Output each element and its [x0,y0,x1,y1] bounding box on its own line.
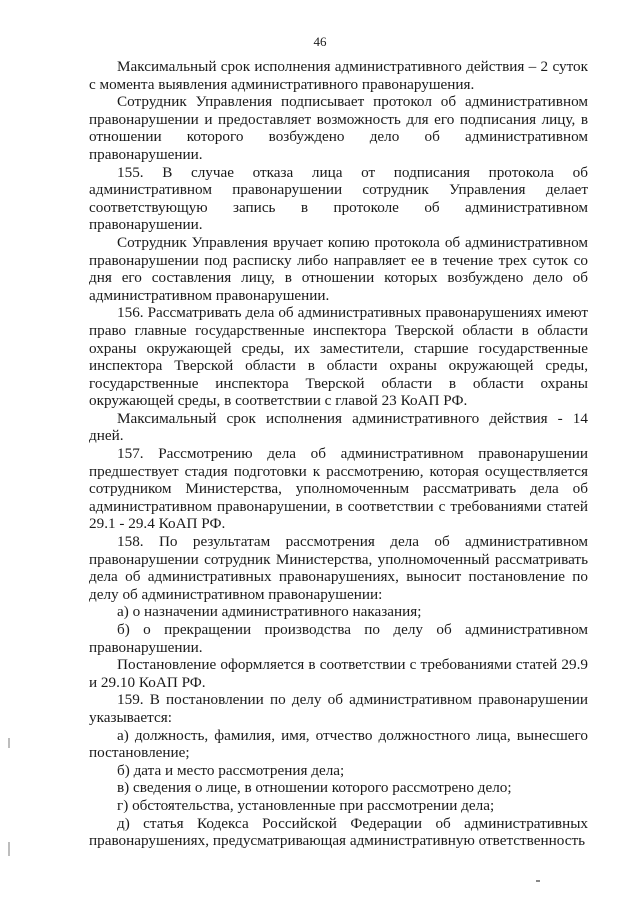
scan-margin-mark [8,738,10,748]
list-item: а) должность, фамилия, имя, отчество должностного лица, вынесшего постановление; [89,726,588,762]
list-item: г) обстоятельства, установленные при рассмотрении дела; [117,796,495,814]
paragraph: 157. Рассмотрению дела об административном правонарушении предшествует стадия подготовки к рассмотрению, которая осуществляется сотрудником Министерства, уполномоченным рассматривать дела об административном правонарушении, в соответствии с требованиями статей 29.1 - 29.4 КоАП РФ. [89,445,588,533]
scan-margin-mark [8,842,10,856]
document-body [89,58,588,850]
paragraph: 158. По результатам рассмотрения дела об административном правонарушении сотрудник Министерства, уполномоченный рассматривать дела об административных правонарушениях, выносит постановление по делу об административном правонарушении: [89,533,588,603]
paragraph: 155. В случае отказа лица от подписания протокола об административном правонарушении сотрудник Управления делает соответствующую запись в протоколе об административном правонарушении. [89,163,588,234]
list-item: б) дата и место рассмотрения дела; [117,761,345,779]
paragraph: Сотрудник Управления подписывает протокол об административном правонарушении и предоставляет возможность для его подписания лицу, в отношении которого возбуждено дело об административном правонарушении. [89,93,588,163]
paragraph: Сотрудник Управления вручает копию протокола об административном правонарушении под расписку либо направляет ее в течение трех суток со дня его составления лицу, в отношении которых возбуждено дело об административном правонарушении. [89,233,588,304]
list-item: а) о назначении административного наказания; [117,603,422,621]
scan-speck [536,880,540,882]
list-item: д) статья Кодекса Российской Федерации об административных правонарушениях, предусматривающая административную ответственность [89,814,588,850]
paragraph: Максимальный срок исполнения административного действия - 14 дней. [89,409,588,445]
paragraph: 159. В постановлении по делу об административном правонарушении указывается: [89,691,588,726]
paragraph: Постановление оформляется в соответствии с требованиями статей 29.9 и 29.10 КоАП РФ. [89,656,588,691]
list-item: в) сведения о лице, в отношении которого рассмотрено дело; [117,779,512,797]
paragraph: Максимальный срок исполнения административного действия – 2 суток с момента выявления административного правонарушения. [89,58,588,93]
list-item: б) о прекращении производства по делу об административном правонарушении. [89,621,588,656]
page-number: 46 [313,34,327,49]
paragraph: 156. Рассматривать дела об административных правонарушениях имеют право главные государственные инспектора Тверской области в области охраны окружающей среды, их заместители, старшие государственные инспектора Тверской области в области охраны окружающей среды, государственные инспектора Тверской области в области охраны окружающей среды, в соответствии с главой 23 КоАП РФ. [89,304,588,410]
